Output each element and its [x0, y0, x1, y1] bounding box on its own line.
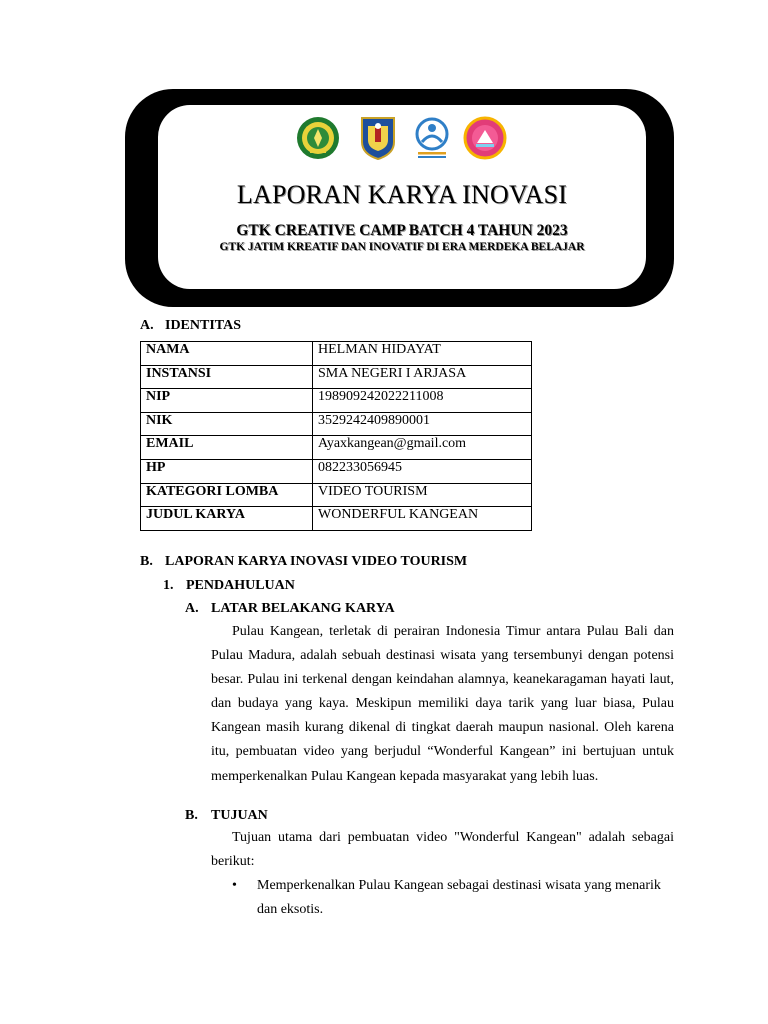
identity-value: VIDEO TOURISM — [313, 483, 532, 507]
identity-key: INSTANSI — [141, 365, 313, 389]
table-row — [141, 483, 532, 507]
subsection-a-number: A. — [185, 601, 199, 616]
subsection-1-heading — [163, 578, 295, 594]
table-row — [141, 436, 532, 460]
subsection-a-title: LATAR BELAKANG KARYA — [211, 601, 395, 616]
identity-key: NIP — [141, 389, 313, 413]
identity-key: NAMA — [141, 342, 313, 366]
logo-education-blue-icon — [412, 116, 452, 160]
cover-title: LAPORAN KARYA INOVASI — [236, 180, 568, 209]
logo-row — [0, 116, 768, 160]
logo-seal-green-icon — [296, 116, 340, 160]
identity-value: SMA NEGERI I ARJASA — [313, 365, 532, 389]
table-row — [141, 412, 532, 436]
identity-table — [140, 341, 532, 531]
identity-value: 198909242022211008 — [313, 389, 532, 413]
subsection-b-title: TUJUAN — [211, 808, 268, 823]
table-row — [141, 507, 532, 531]
cover-subtitle: GTK CREATIVE CAMP BATCH 4 TAHUN 2023 — [236, 222, 568, 239]
logo-east-java-crest-icon — [360, 116, 396, 160]
subsection-b-number: B. — [185, 808, 198, 823]
identity-key: JUDUL KARYA — [141, 507, 313, 531]
section-a-title: IDENTITAS — [165, 318, 241, 333]
section-b-heading — [140, 554, 467, 570]
list-item: Memperkenalkan Pulau Kangean sebagai destinasi wisata yang menarik dan eksotis. — [257, 878, 661, 917]
identity-key: NIK — [141, 412, 313, 436]
subsection-a-heading — [185, 601, 395, 617]
identity-key: KATEGORI LOMBA — [141, 483, 313, 507]
table-row — [141, 389, 532, 413]
table-row — [141, 459, 532, 483]
identity-value: WONDERFUL KANGEAN — [313, 507, 532, 531]
table-row — [141, 342, 532, 366]
section-b-number: B. — [140, 554, 153, 569]
identity-value: 082233056945 — [313, 459, 532, 483]
identity-key: HP — [141, 459, 313, 483]
section-b-title: LAPORAN KARYA INOVASI VIDEO TOURISM — [165, 554, 468, 569]
subsection-1-number: 1. — [163, 578, 174, 593]
logo-camp-pink-icon — [463, 116, 507, 160]
goal-paragraph: Tujuan utama dari pembuatan video "Wonderful Kangean" adalah sebagai berikut: — [211, 830, 674, 870]
identity-value: 3529242409890001 — [313, 412, 532, 436]
bullet-marker: • — [232, 878, 237, 893]
section-a-number: A. — [140, 318, 154, 333]
subsection-1-title: PENDAHULUAN — [186, 578, 295, 593]
subsection-b-heading — [185, 808, 268, 824]
identity-key: EMAIL — [141, 436, 313, 460]
identity-value: Ayaxkangean@gmail.com — [313, 436, 532, 460]
table-row — [141, 365, 532, 389]
identity-value: HELMAN HIDAYAT — [313, 342, 532, 366]
section-a-heading — [140, 318, 241, 334]
background-paragraph: Pulau Kangean, terletak di perairan Indonesia Timur antara Pulau Bali dan Pulau Madura, adalah sebuah destinasi wisata yang tersembunyi dengan potensi besar. Pulau ini terkenal dengan keindahan alamnya, keanekaragaman hayati laut, dan budaya yang kaya. Meskipun memiliki daya tarik yang luar biasa, Pulau Kangean masih kurang dikenal di tingkat daerah maupun nasional. Oleh karena itu, pembuatan video yang berjudul “Wonderful Kangean” ini bertujuan untuk memperkenalkan Pulau Kangean kepada masyarakat yang lebih luas. — [211, 624, 674, 784]
cover-tagline: GTK JATIM KREATIF DAN INOVATIF DI ERA MERDEKA BELAJAR — [219, 241, 585, 253]
